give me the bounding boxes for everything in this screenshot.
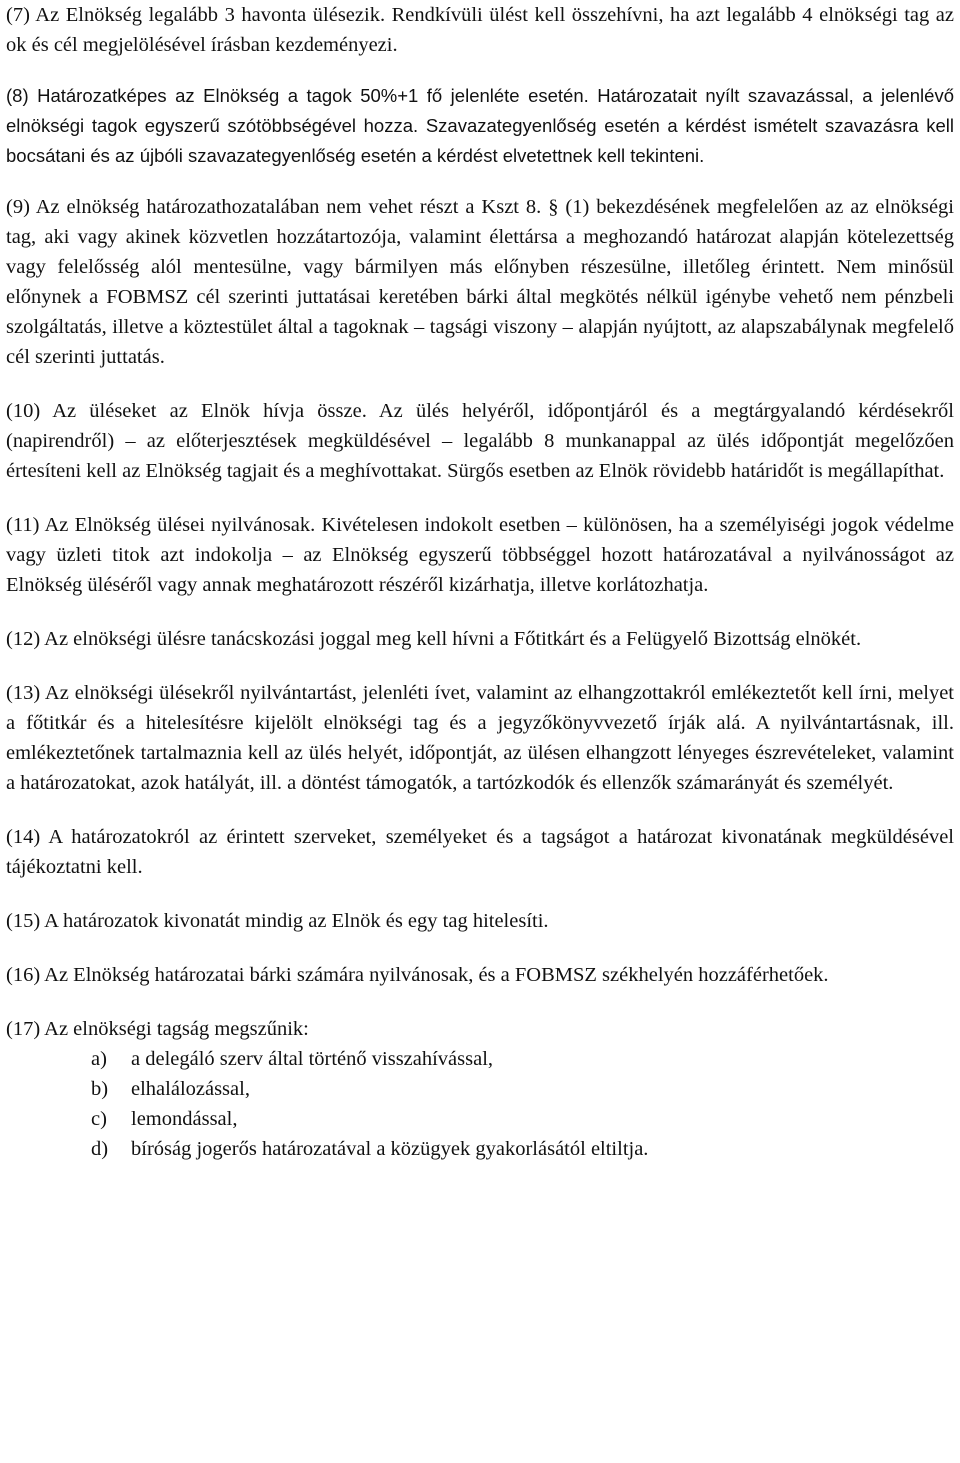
paragraph-8-first-sentences: (8) Határozatképes az Elnökség a tagok 50%+1 fő jelenléte esetén. Határozatait nyílt szavazással, a jelenlévő elnökségi tagok egyszerű szótöbbségével hozza. bbox=[6, 85, 954, 136]
paragraph-16: (16) Az Elnökség határozatai bárki számára nyilvánosak, és a FOBMSZ székhelyén hozzáférhetőek. bbox=[6, 964, 829, 986]
paragraph-7: (7) Az Elnökség legalább 3 havonta ülésezik. Rendkívüli ülést kell összehívni, ha azt legalább 4 elnökségi tag az ok és cél megjelölésével írásban kezdeményezi. bbox=[6, 4, 954, 56]
paragraph-12: (12) Az elnökségi ülésre tanácskozási joggal meg kell hívni a Főtitkárt és a Felügyelő Bizottság elnökét. bbox=[6, 628, 862, 650]
paragraph-10: (10) Az üléseket az Elnök hívja össze. Az ülés helyéről, időpontjáról és a megtárgyalandó kérdésekről (napirendről) – az előterjesztések megküldésével – legalább 8 munkanappal az ülés időpontját megelőzően értesíteni kell az Elnökség tagjait és a meghívottakat. Sürgős esetben az Elnök rövidebb határidőt is megállapíthat. bbox=[6, 400, 954, 482]
paragraph-14: (14) A határozatokról az érintett szerveket, személyeket és a tagságot a határozat kivonatának megküldésével tájékoztatni kell. bbox=[6, 826, 954, 878]
list-item bbox=[6, 1074, 954, 1104]
list-item-text: elhalálozással, bbox=[131, 1078, 250, 1100]
list-item-marker: b) bbox=[91, 1078, 109, 1100]
list-item bbox=[6, 1134, 954, 1164]
paragraph-8-tie-rule: Szavazategyenlőség esetén a kérdést ismételt szavazásra kell bocsátani és az újbóli szavazategyenlőség esetén a kérdést elvetettnek kell tekinteni. bbox=[6, 115, 954, 166]
paragraph-9: (9) Az elnökség határozathozatalában nem vehet részt a Kszt 8. § (1) bekezdésének megfelelően az az elnökségi tag, aki vagy akinek közvetlen hozzátartozója, valamint élettársa a meghozandó határozat alapján kötelezettség vagy felelősség alól mentesülne, vagy bármilyen más előnyben részesülne, illetőleg érintett. Nem minősül előnynek a FOBMSZ cél szerinti juttatásai keretében bárki által megkötés nélkül igénybe vehető nem pénzbeli szolgáltatás, illetve a köztestület által a tagoknak – tagsági viszony – alapján nyújtott, az alapszabálynak megfelelő cél szerinti juttatás. bbox=[6, 196, 954, 368]
termination-list bbox=[6, 1044, 954, 1164]
paragraph-13: (13) Az elnökségi ülésekről nyilvántartást, jelenléti ívet, valamint az elhangzottakról emlékeztetőt kell írni, melyet a főtitkár és a hitelesítésre kijelölt elnökségi tag és a jegyzőkönyvvezető írják alá. A nyilvántartásnak, ill. emlékeztetőnek tartalmaznia kell az ülés helyét, időpontját, az ülésen elhangzott lényeges észrevételeket, valamint a határozatokat, azok hatályát, ill. a döntést támogatók, a tartózkodók és ellenzők számarányát és személyét. bbox=[6, 682, 954, 794]
list-item bbox=[6, 1044, 954, 1074]
list-item-text: lemondással, bbox=[131, 1108, 238, 1130]
list-item-text: a delegáló szerv által történő visszahívással, bbox=[131, 1048, 494, 1070]
paragraph-15: (15) A határozatok kivonatát mindig az Elnök és egy tag hitelesíti. bbox=[6, 910, 549, 932]
list-item bbox=[6, 1104, 954, 1134]
list-item-marker: c) bbox=[91, 1108, 107, 1130]
paragraph-17: (17) Az elnökségi tagság megszűnik: bbox=[6, 1018, 309, 1040]
document-page bbox=[6, 0, 954, 1164]
list-item-marker: d) bbox=[91, 1138, 109, 1160]
list-item-text: bíróság jogerős határozatával a közügyek gyakorlásától eltiltja. bbox=[131, 1138, 649, 1160]
paragraph-8 bbox=[6, 81, 954, 171]
paragraph-11: (11) Az Elnökség ülései nyilvánosak. Kivételesen indokolt esetben – különösen, ha a személyiségi jogok védelme vagy üzleti titok azt indokolja – az Elnökség egyszerű többséggel hozott határozatával a nyilvánosságot az Elnökség üléséről vagy annak meghatározott részéről kizárhatja, illetve korlátozhatja. bbox=[6, 514, 954, 596]
list-item-marker: a) bbox=[91, 1048, 107, 1070]
